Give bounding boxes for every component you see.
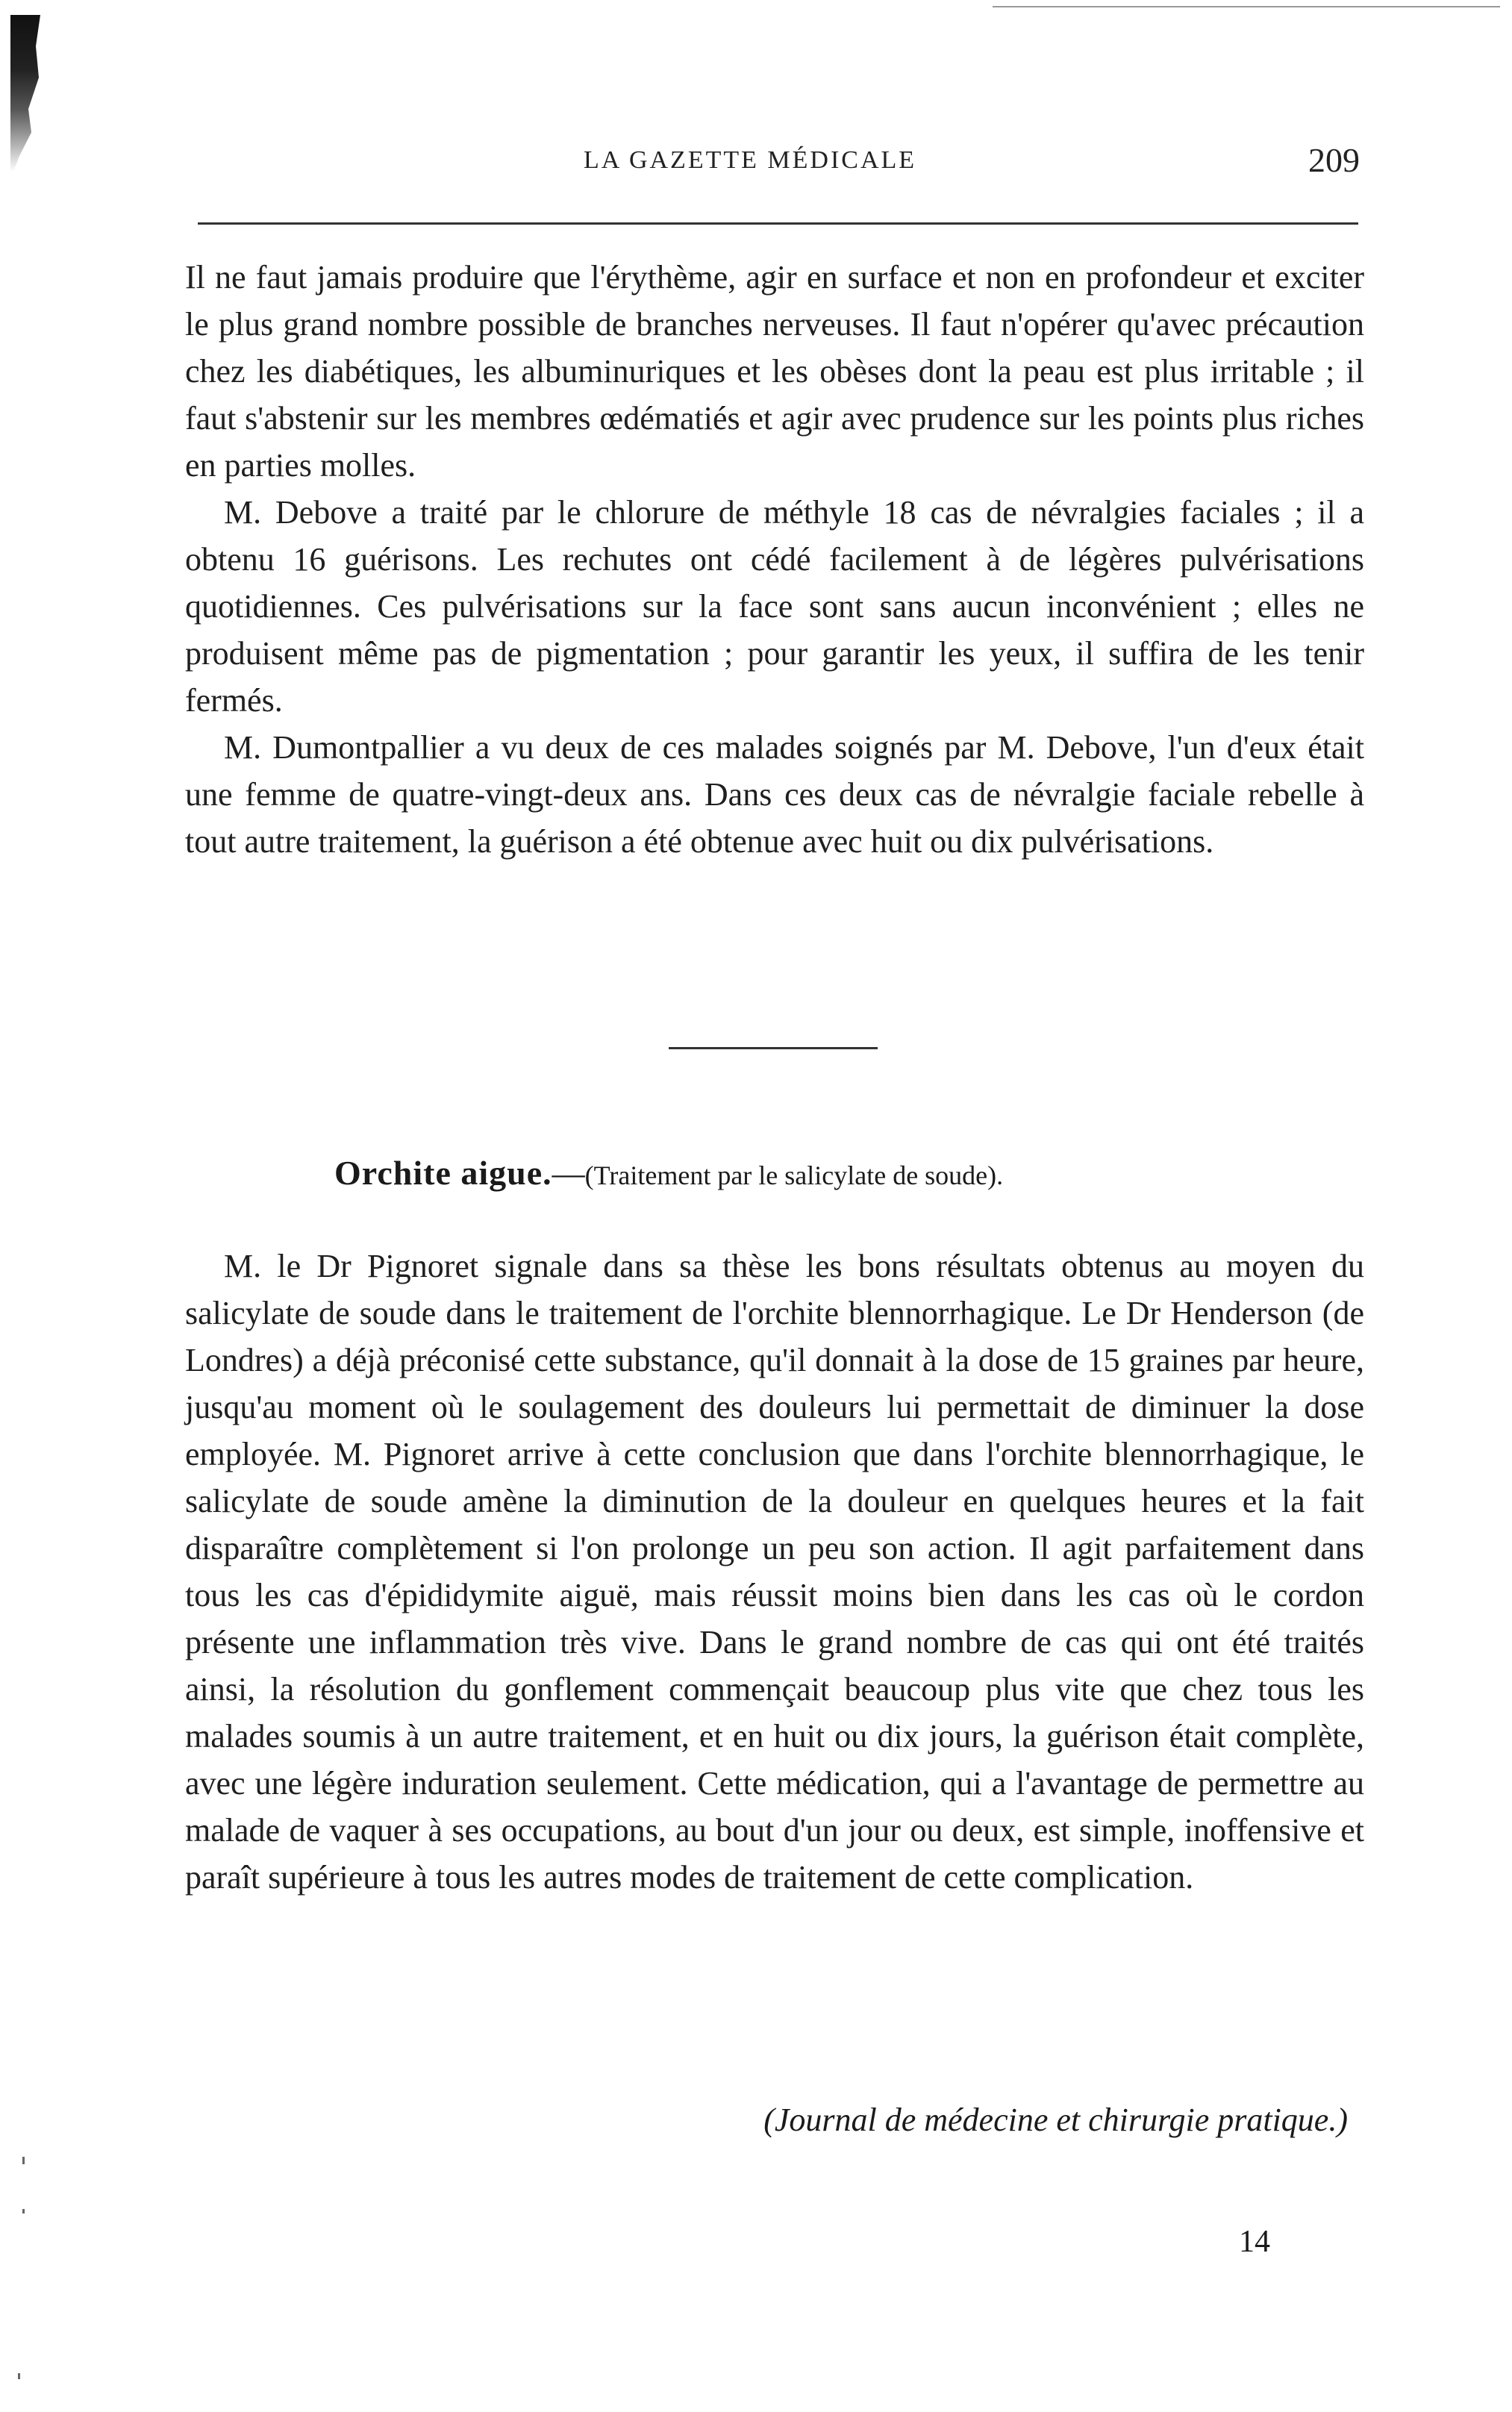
- paragraph-3: M. Dumontpallier a vu deux de ces malades soignés par M. Debove, l'un d'eux était une femme de quatre-vingt-deux ans. Dans ces deux cas de névralgie faciale rebelle à tout autre traitement, la guérison a été obtenue avec huit ou dix pulvérisations.: [185, 729, 1364, 860]
- page-number: 209: [1308, 141, 1360, 179]
- running-title: LA GAZETTE MÉDICALE: [584, 146, 917, 174]
- section-separator: [669, 1047, 878, 1049]
- section-title: Orchite aigue.: [334, 1154, 552, 1192]
- paragraph-4: M. le Dr Pignoret signale dans sa thèse les bons résultats obtenus au moyen du salicylate de soude dans le traitement de l'orchite blennorrhagique. Le Dr Henderson (de Londres) a déjà préconisé cette substance, qu'il donnait à la dose de 15 graines par heure, jusqu'au moment où le soulagement des douleurs lui permettait de diminuer la dose employée. M. Pignoret arrive à cette conclusion que dans l'orchite blennorrhagique, le salicylate de soude amène la diminution de la douleur en quelques heures et la fait disparaître complètement si l'on prolonge un peu son action. Il agit parfaitement dans tous les cas d'épididymite aiguë, mais réussit moins bien dans les cas où le cordon présente une inflammation très vive. Dans le grand nombre de cas qui ont été traités ainsi, la résolution du gonflement commençait beaucoup plus vite que chez tous les malades soumis à un autre traitement, et en huit ou dix jours, la guérison était complète, avec une légère induration seulement. Cette médication, qui a l'avantage de permettre au malade de vaquer à ses occupations, au bout d'un jour ou deux, est simple, inoffensive et paraît supérieure à tous les autres modes de traitement de cette complication.: [185, 1248, 1364, 1896]
- scan-top-rule: [993, 6, 1500, 7]
- scan-speck: [18, 2373, 20, 2379]
- scan-speck: [22, 2157, 25, 2164]
- article-body: [185, 1243, 1364, 1901]
- section-heading: [334, 1153, 1003, 1193]
- header-rule: [198, 222, 1358, 225]
- page-header: [196, 141, 1360, 191]
- paragraph-1: Il ne faut jamais produire que l'érythème, agir en surface et non en profondeur et exciter le plus grand nombre possible de branches nerveuses. Il faut n'opérer qu'avec précaution chez les diabétiques, les albuminuriques et les obèses dont la peau est plus irritable ; il faut s'abstenir sur les membres œdématiés et agir avec prudence sur les points plus riches en parties molles.: [185, 259, 1364, 484]
- paragraph-2: M. Debove a traité par le chlorure de méthyle 18 cas de névralgies faciales ; il a obtenu 16 guérisons. Les rechutes ont cédé facilement à de légères pulvérisations quotidiennes. Ces pulvérisations sur la face sont sans aucun inconvénient ; elles ne produisent même pas de pigmentation ; pour garantir les yeux, il suffira de les tenir fermés.: [185, 494, 1364, 719]
- scan-edge-artifact: [10, 15, 40, 172]
- scan-speck: [22, 2209, 25, 2213]
- signature-mark: 14: [1239, 2225, 1270, 2259]
- section-dash: —: [552, 1155, 585, 1192]
- source-citation: (Journal de médecine et chirurgie pratique.): [763, 2102, 1348, 2138]
- section-subtitle: (Traitement par le salicylate de soude).: [584, 1160, 1004, 1190]
- article-continuation: [185, 254, 1364, 865]
